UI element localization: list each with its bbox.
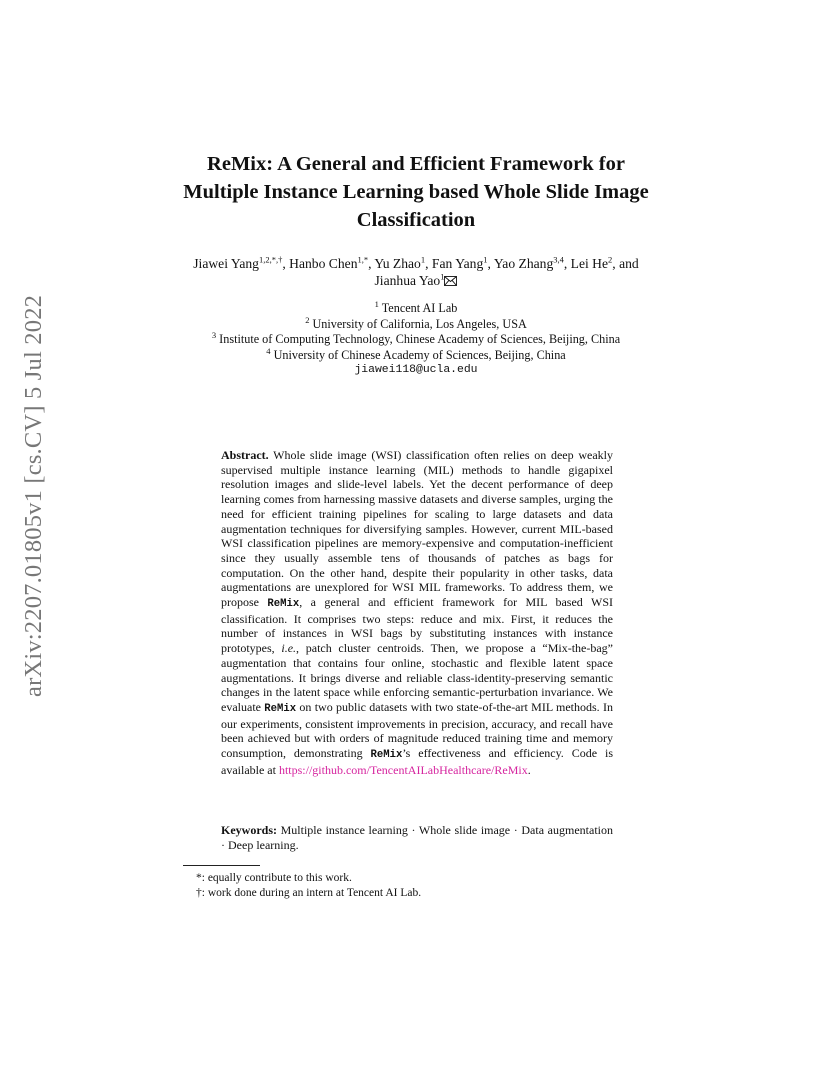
affiliation-number: 1 (374, 298, 379, 309)
method-name: ReMix (264, 702, 297, 715)
method-name: ReMix (267, 598, 300, 611)
author-separator: , (368, 256, 375, 271)
author-name: Yao Zhang (493, 256, 554, 271)
abstract-text: , a general and efficient framework for MIL based WSI classification. It comprises two steps: reduce and mix. First, it reduces the number of instances in WSI bags by substituting instances with instance prototypes, (221, 595, 613, 656)
contact-email[interactable]: jiawei118@ucla.edu (354, 364, 478, 377)
affiliation-number: 3 (211, 330, 217, 341)
author-affil-sup: 1 (420, 254, 426, 265)
keywords (221, 823, 613, 853)
abstract-text: ’s effectiveness and efficiency. Code is available at (221, 746, 614, 777)
abstract-text: on two public datasets with two state-of-the-art MIL methods. In our experiments, consistent improvements in precision, accuracy, and recall have been achieved but with orders of magnitude reduced training time and memory consumption, demonstrating (221, 699, 613, 761)
author-affil-sup: 1 (483, 254, 488, 265)
abstract-ie: i.e. (281, 641, 297, 656)
author-affil-sup: 1 (440, 271, 445, 282)
author-name: Fan Yang (431, 256, 484, 271)
author-affil-sup: 3,4 (553, 254, 564, 265)
affiliation-text: Tencent AI Lab (381, 301, 458, 315)
code-repository-link[interactable]: https://github.com/TencentAILabHealthcare/ReMix (278, 762, 528, 777)
affiliation-number: 4 (266, 345, 271, 356)
author-separator: , (563, 256, 571, 271)
envelope-icon (444, 276, 457, 286)
author-name: Jianhua Yao (374, 273, 441, 288)
abstract (221, 448, 613, 777)
affiliation-text: University of Chinese Academy of Sciences, Beijing, China (273, 347, 566, 362)
author-separator: , (487, 256, 494, 271)
footnotes (196, 871, 616, 901)
author-affil-sup: 2 (608, 254, 613, 265)
abstract-text: Whole slide image (WSI) classification often relies on deep weakly supervised multiple instance learning (MIL) methods to handle gigapixel resolution images and slide-level labels. Yet the decent performance of deep learning comes from harnessing massive datasets and diverse samples, urging the need for efficient training pipelines for scaling to large datasets and data augmentation techniques for diversifying samples. However, current MIL-based WSI classification pipelines are memory-expensive and computation-inefficient since they usually assemble tens of thousands of patches as bags for computation. On the other hand, despite their popularity in other tasks, data augmentations are unexplored for WSI MIL frameworks. To address them, we propose (221, 448, 613, 610)
author-affil-sup: 1,* (357, 254, 369, 265)
keywords-text: Multiple instance learning · Whole slide image · Data augmentation · Deep learning. (221, 823, 613, 852)
affiliation-number: 2 (305, 314, 310, 325)
author-separator: , (282, 256, 290, 271)
footnote-divider (183, 865, 260, 866)
method-name: ReMix (370, 749, 403, 762)
footnote: †: work done during an intern at Tencent AI Lab. (196, 887, 422, 899)
abstract-text: , patch cluster centroids. Then, we propose a “Mix-the-bag” augmentation that contains four online, stochastic and flexible latent space augmentations. It brings diverse and reliable class-identity-preserving semantic changes in the latent space while enforcing semantic-perturbation invariance. We evaluate (221, 641, 614, 714)
footnote: *: equally contribute to this work. (196, 872, 352, 884)
arxiv-identifier: arXiv:2207.01805v1 [cs.CV] 5 Jul 2022 (20, 294, 47, 697)
affiliation (180, 332, 652, 348)
abstract-end: . (527, 762, 531, 777)
author-separator: , (425, 256, 432, 271)
author-separator: , and (612, 256, 639, 271)
author-name: Hanbo Chen (289, 256, 358, 271)
affiliation (180, 345, 652, 364)
keywords-label: Keywords: (221, 823, 277, 837)
author-name: Lei He (570, 256, 609, 271)
abstract-label: Abstract. (221, 448, 269, 462)
author-name: Jiawei Yang (193, 256, 259, 271)
author-affil-sup: 1,2,*,† (258, 254, 283, 265)
affiliation (180, 298, 652, 317)
author-list (186, 255, 646, 289)
paper-title: ReMix: A General and Efficient Framework for Multiple Instance Learning based Whole Slide Image Classification (183, 153, 649, 231)
affiliation (180, 314, 652, 333)
affiliation-list (180, 298, 652, 379)
affiliation-text: Institute of Computing Technology, Chinese Academy of Sciences, Beijing, China (219, 332, 621, 347)
affiliation-text: University of California, Los Angeles, USA (312, 316, 527, 331)
author-name: Yu Zhao (374, 256, 421, 271)
